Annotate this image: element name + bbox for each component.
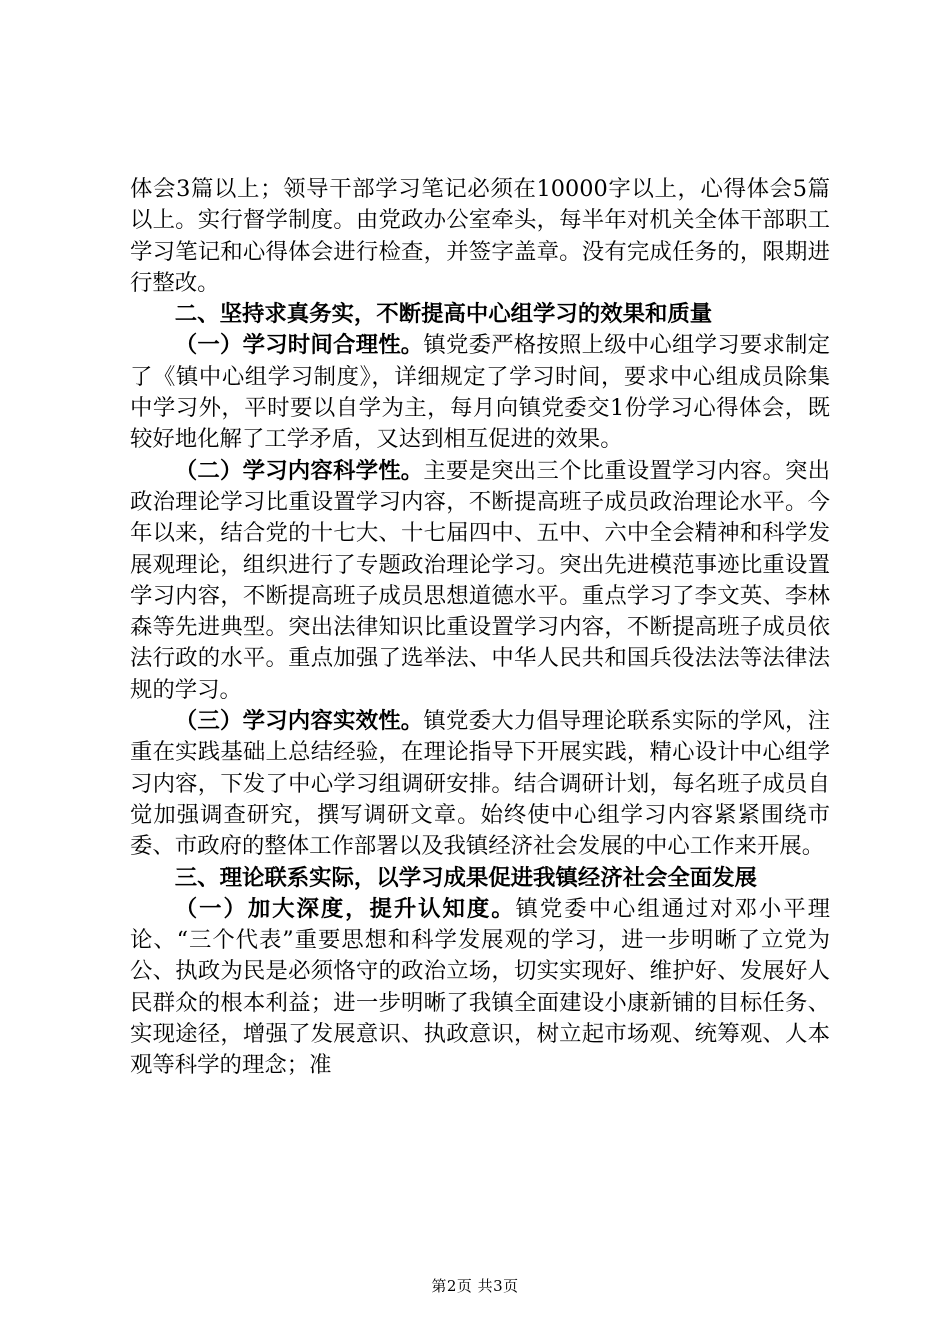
page-footer: 第2页 共3页 (431, 1277, 519, 1295)
section-2-heading: 二、坚持求真务实，不断提高中心组学习的效果和质量 (174, 301, 713, 328)
section-3-heading: 三、理论联系实际，以学习成果促进我镇经济社会全面发展 (174, 864, 757, 891)
item-text: 主要是突出三个比重设置学习内容。突出政治理论学习比重设置学习内容，不断提高班子成员政治理论水平。今年以来，结合党的十七大、十七届四中、五中、六中全会精神和科学发展观理论，组织进行了专题政治理论学习。突出先进模范事迹比重设置学习内容，不断提高班子成员思想道德水平。重点学习了李文英、李林森等先进典型。突出法律知识比重设置学习内容，不断提高班子成员依法行政的水平。重点加强了选举法、中华人民共和国兵役法法等法律法规的学习。 (130, 457, 831, 703)
item-text: 镇党委大力倡导理论联系实际的学风，注重在实践基础上总结经验，在理论指导下开展实践，精心设计中心组学习内容，下发了中心学习组调研安排。结合调研计划，每名班子成员自觉加强调查研究，撰写调研文章。始终使中心组学习内容紧紧围绕市委、市政府的整体工作部署以及我镇经济社会发展的中心工作来开展。 (130, 708, 831, 860)
item-lead: （三）学习内容实效性。 (174, 708, 424, 735)
section-2-item-3 (130, 706, 830, 862)
item-text: 镇党委中心组通过对邓小平理论、“三个代表”重要思想和科学发展观的学习，进一步明晰了立党为公、执政为民是必须恪守的政治立场，切实实现好、维护好、发展好人民群众的根本利益；进一步明晰了我镇全面建设小康新铺的目标任务、实现途径，增强了发展意识、执政意识，树立起市场观、统筹观、人本观等科学的理念；准 (130, 895, 831, 1079)
item-text: 镇党委严格按照上级中心组学习要求制定了《镇中心组学习制度》，详细规定了学习时间，要求中心组成员除集中学习外，平时要以自学为主，每月向镇党委交1份学习心得体会，既较好地化解了工学矛盾，又达到相互促进的效果。 (130, 332, 831, 453)
section-2-item-1 (130, 330, 830, 455)
item-lead: （一）加大深度，提升认知度。 (174, 895, 516, 922)
section-3-item-1 (130, 894, 830, 1082)
intro-paragraph: 体会3篇以上；领导干部学习笔记必须在10000字以上，心得体会5篇以上。实行督学制度。由党政办公室牵头，每半年对机关全体干部职工学习笔记和心得体会进行检查，并签字盖章。没有完成任务的，限期进行整改。 (130, 176, 830, 296)
section-2-item-2 (130, 456, 830, 706)
item-lead: （二）学习内容科学性。 (174, 457, 424, 484)
item-lead: （一）学习时间合理性。 (174, 332, 424, 359)
document-body (130, 174, 830, 1082)
